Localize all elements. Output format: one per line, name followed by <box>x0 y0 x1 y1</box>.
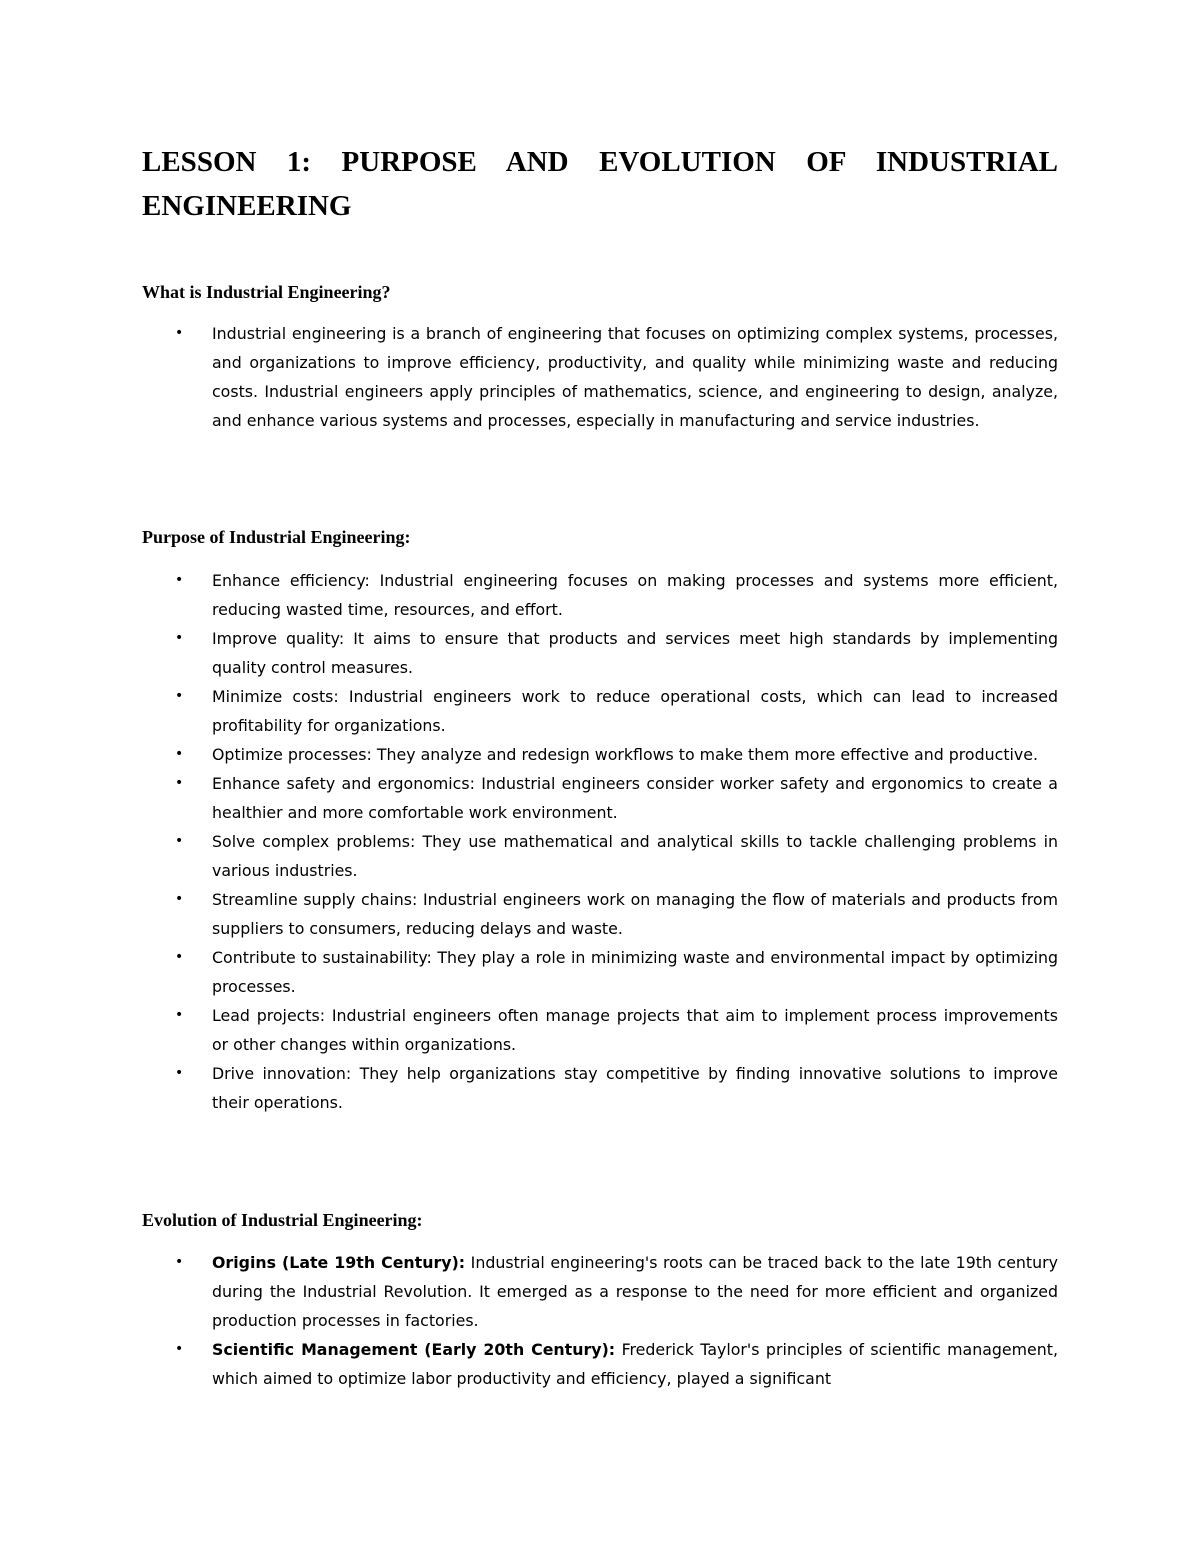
bullet-icon: • <box>175 1341 184 1357</box>
list-item-text: Solve complex problems: They use mathematical and analytical skills to tackle challenging problems in various industries. <box>212 832 1058 880</box>
list-item <box>142 1001 1058 1059</box>
list-item-text: Enhance efficiency: Industrial engineering focuses on making processes and systems more efficient, reducing wasted time, resources, and effort. <box>212 571 1058 619</box>
bullet-icon: • <box>175 833 184 849</box>
list-item-text: Lead projects: Industrial engineers often manage projects that aim to implement process improvements or other changes within organizations. <box>212 1006 1058 1054</box>
list-item <box>142 319 1058 435</box>
list-item-lead: Scientific Management (Early 20th Century): <box>212 1340 616 1359</box>
list-item-text: Industrial engineering is a branch of engineering that focuses on optimizing complex systems, processes, and organizations to improve efficiency, productivity, and quality while minimizing waste and reducing costs. Industrial engineers apply principles of mathematics, science, and engineering to design, analyze, and enhance various systems and processes, especially in manufacturing and service industries. <box>212 324 1058 430</box>
list-item-text: Minimize costs: Industrial engineers work to reduce operational costs, which can lead to increased profitability for organizations. <box>212 687 1058 735</box>
list-item <box>142 1248 1058 1335</box>
list-item-text: Enhance safety and ergonomics: Industrial engineers consider worker safety and ergonomics to create a healthier and more comfortable work environment. <box>212 774 1058 822</box>
bullet-icon: • <box>175 1254 184 1270</box>
list-item <box>142 1059 1058 1117</box>
section-heading-what: What is Industrial Engineering? <box>142 282 391 302</box>
bullet-icon: • <box>175 746 184 762</box>
list-item-text: Improve quality: It aims to ensure that products and services meet high standards by implementing quality control measures. <box>212 629 1058 677</box>
bullet-icon: • <box>175 572 184 588</box>
bullet-icon: • <box>175 325 184 341</box>
bullet-icon: • <box>175 1065 184 1081</box>
list-item-text: Drive innovation: They help organizations stay competitive by finding innovative solutions to improve their operations. <box>212 1064 1058 1112</box>
list-item <box>142 740 1058 769</box>
list-item-text: Frederick Taylor's principles of scientific management, which aimed to optimize labor productivity and efficiency, played a significant <box>212 1340 1058 1388</box>
bullet-icon: • <box>175 775 184 791</box>
list-item <box>142 1335 1058 1393</box>
bullet-icon: • <box>175 949 184 965</box>
evolution-list <box>142 1248 1058 1393</box>
section-heading-purpose: Purpose of Industrial Engineering: <box>142 527 411 547</box>
list-item <box>142 624 1058 682</box>
list-item <box>142 769 1058 827</box>
list-item-text: Industrial engineering's roots can be traced back to the late 19th century during the Industrial Revolution. It emerged as a response to the need for more efficient and organized production processes in factories. <box>212 1253 1058 1330</box>
bullet-icon: • <box>175 688 184 704</box>
list-item-text: Contribute to sustainability: They play a role in minimizing waste and environmental impact by optimizing processes. <box>212 948 1058 996</box>
list-item-text: Optimize processes: They analyze and redesign workflows to make them more effective and productive. <box>212 745 1038 764</box>
list-item <box>142 566 1058 624</box>
list-item <box>142 827 1058 885</box>
list-item <box>142 943 1058 1001</box>
list-item <box>142 885 1058 943</box>
section-heading-evolution: Evolution of Industrial Engineering: <box>142 1210 423 1230</box>
bullet-icon: • <box>175 1007 184 1023</box>
document-title: LESSON 1: PURPOSE AND EVOLUTION OF INDUSTRIAL ENGINEERING <box>142 146 1058 222</box>
what-list <box>142 319 1058 435</box>
bullet-icon: • <box>175 891 184 907</box>
list-item-text: Streamline supply chains: Industrial engineers work on managing the flow of materials and products from suppliers to consumers, reducing delays and waste. <box>212 890 1058 938</box>
list-item <box>142 682 1058 740</box>
purpose-list <box>142 566 1058 1117</box>
list-item-lead: Origins (Late 19th Century): <box>212 1253 466 1272</box>
bullet-icon: • <box>175 630 184 646</box>
